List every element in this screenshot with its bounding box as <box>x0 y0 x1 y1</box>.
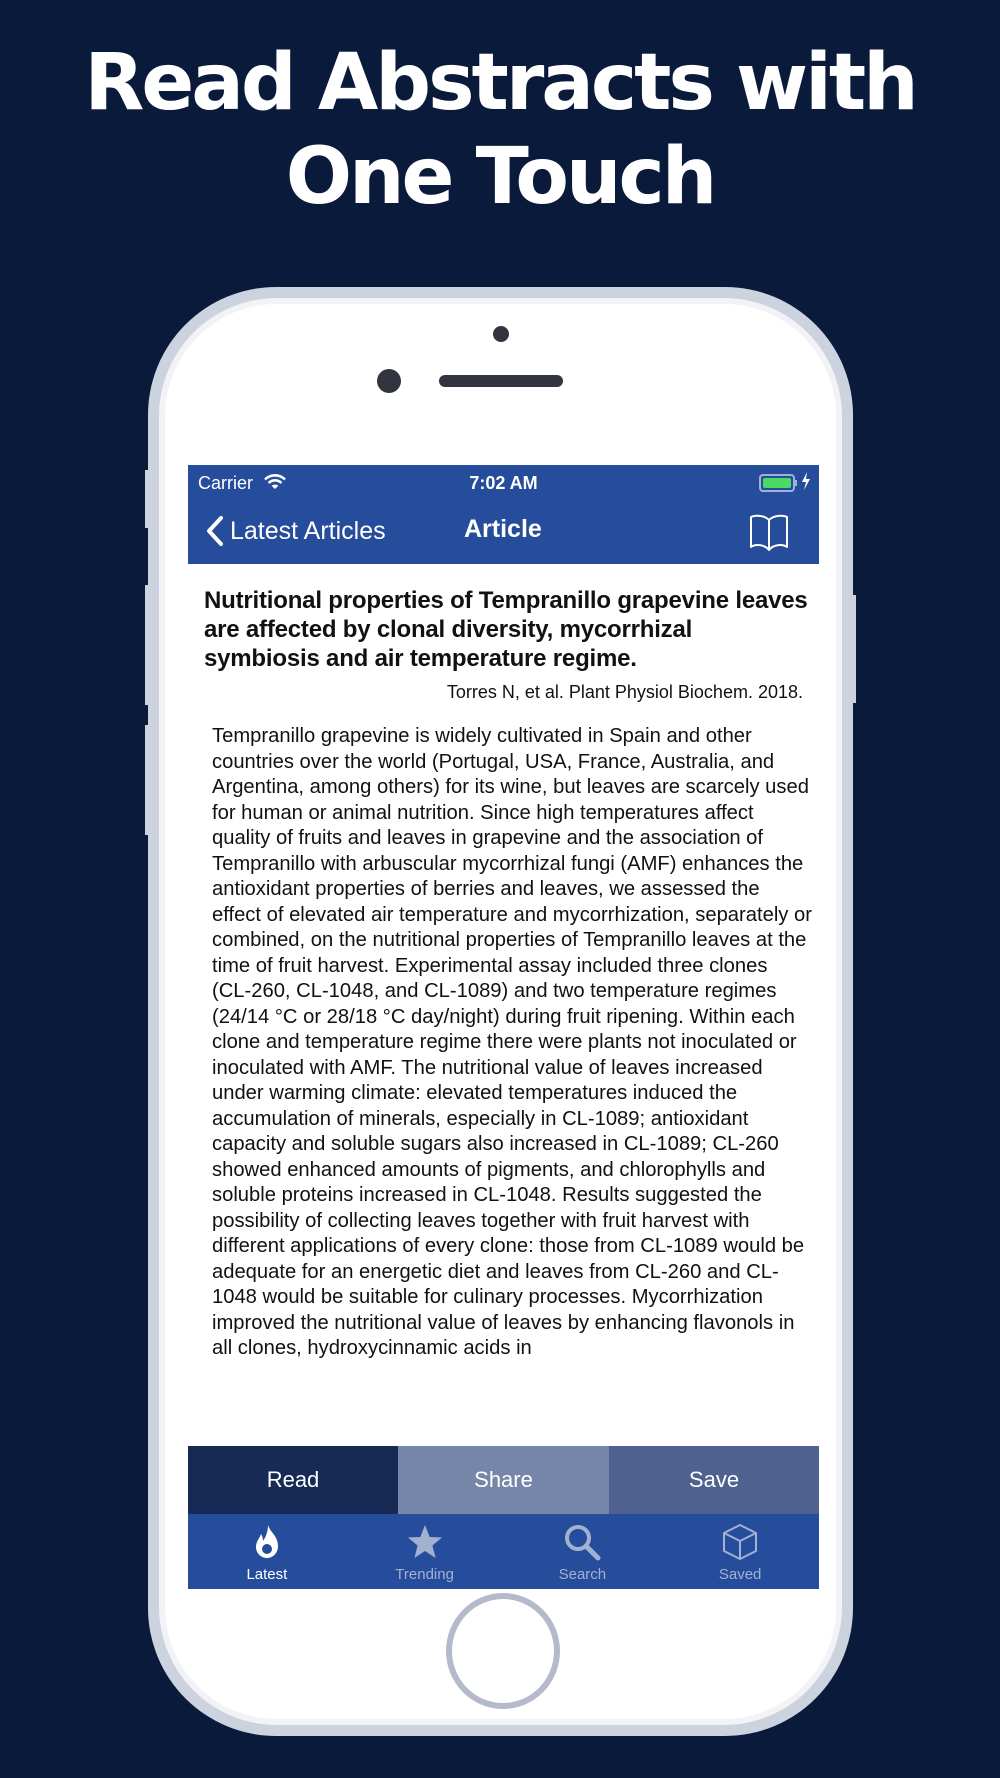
cube-icon <box>720 1522 760 1562</box>
read-button[interactable]: Read <box>188 1446 398 1514</box>
status-time: 7:02 AM <box>469 473 538 493</box>
tab-saved[interactable] <box>661 1514 819 1589</box>
promo-headline <box>0 36 1000 224</box>
chevron-left-icon <box>204 513 230 549</box>
tab-label: Trending <box>395 1566 454 1583</box>
tab-trending[interactable] <box>346 1514 504 1589</box>
book-icon[interactable] <box>749 512 789 552</box>
tab-bar <box>188 1514 819 1589</box>
battery-tip <box>795 480 797 486</box>
search-icon <box>562 1522 602 1562</box>
tab-search[interactable] <box>504 1514 662 1589</box>
article-citation: Torres N, et al. Plant Physiol Biochem. 2018. <box>446 682 803 702</box>
tab-label: Saved <box>718 1566 762 1583</box>
charging-bolt-icon <box>801 472 811 490</box>
status-carrier: Carrier <box>198 473 254 493</box>
headline-line-2: One Touch <box>285 132 715 222</box>
save-button[interactable]: Save <box>609 1446 819 1514</box>
article-title: Nutritional properties of Tempranillo grapevine leaves are affected by clonal diversity, mycorrhizal symbiosis and air temperature regime. <box>204 587 808 672</box>
action-bar <box>188 1446 819 1514</box>
tab-latest[interactable] <box>188 1514 346 1589</box>
flame-icon <box>247 1522 287 1562</box>
back-button[interactable] <box>204 513 386 549</box>
tab-label: Search <box>558 1566 607 1583</box>
proximity-sensor-icon <box>377 369 401 393</box>
star-icon <box>405 1522 445 1562</box>
battery-level <box>763 478 791 488</box>
phone-screen <box>188 465 819 1589</box>
nav-title: Article <box>464 515 542 543</box>
back-label: Latest Articles <box>230 516 386 545</box>
headline-line-1: Read Abstracts with <box>84 38 916 128</box>
share-button[interactable]: Share <box>398 1446 609 1514</box>
battery-icon <box>759 474 795 492</box>
article-content[interactable] <box>188 564 819 1446</box>
article-abstract: Tempranillo grapevine is widely cultivated in Spain and other countries over the world (Portugal, USA, France, Australia, and Argentina, among others) for its wine, but leaves are scarcely used for human or animal nutrition. Since high temperatures affect quality of fruits and leaves in grapevine and the association of Tempranillo with arbuscular mycorrhizal fungi (AMF) enhances the antioxidant properties of berries and leaves, we assessed the effect of elevated air temperature and mycorrhization, separately or combined, on the nutritional properties of Tempranillo leaves at the time of fruit harvest. Experimental assay included three clones (CL-260, CL-1048, and CL-1089) and two temperature regimes (24/14 °C or 28/18 °C day/night) during fruit ripening. Within each clone and temperature regime there were plants not inoculated or inoculated with AMF. The nutritional value of leaves increased under warming climate: elevated temperatures induced the accumulation of minerals, especially in CL-1089; antioxidant capacity and soluble sugars also increased in CL-1089; CL-260 showed enhanced amounts of pigments, and chlorophylls and soluble proteins increased in CL-1048. Results suggested the possibility of collecting leaves together with fruit harvest with different applications of every clone: those from CL-1089 would be adequate for an energetic diet and leaves from CL-260 and CL-1048 would be suitable for culinary processes. Mycorrhization improved the nutritional value of leaves by enhancing flavonols in all clones, hydroxycinnamic acids in <box>212 725 812 1359</box>
tab-label: Latest <box>246 1566 288 1583</box>
front-camera-icon <box>493 326 509 342</box>
home-button[interactable] <box>446 1593 560 1709</box>
earpiece-speaker-icon <box>439 375 563 387</box>
top-bar <box>188 465 819 564</box>
